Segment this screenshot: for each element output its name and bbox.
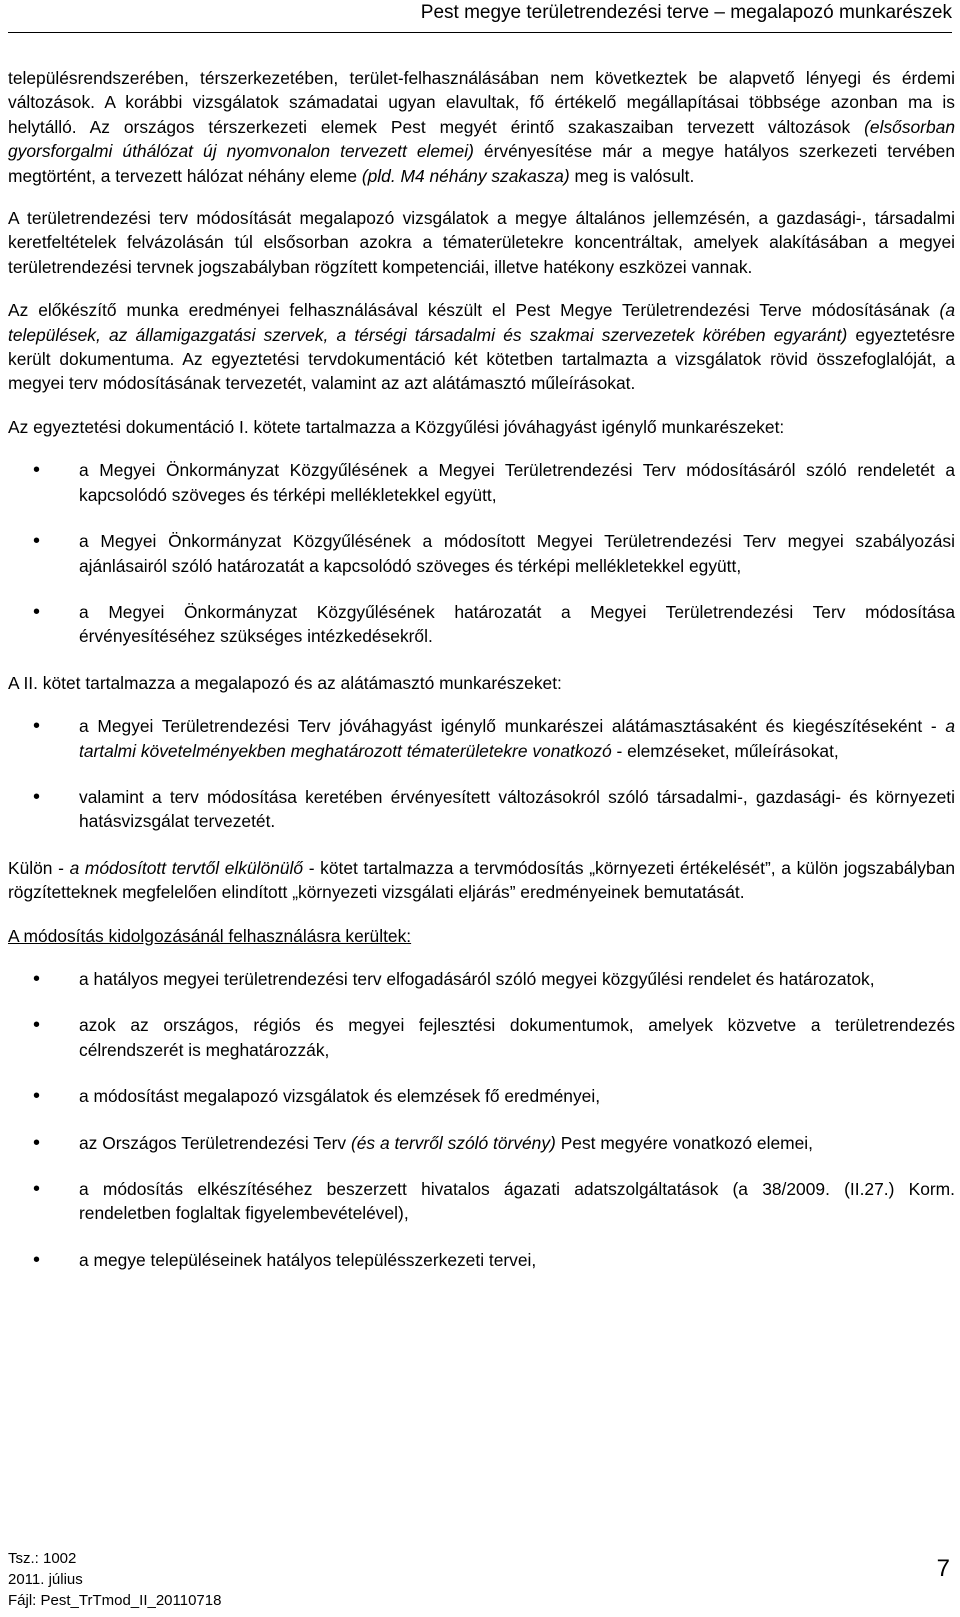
text-run: a Megyei Önkormányzat Közgyűlésének a Megyei Területrendezési Terv módosításáról szóló rendeletét a kapcsolódó szöveges és térképi mellékletekkel együtt, [79, 460, 955, 505]
bullet-icon: • [33, 600, 41, 623]
footer-meta [8, 1548, 221, 1611]
page-footer [0, 1548, 960, 1617]
text-run: Az előkészítő munka eredményei felhasználásával készült el Pest Megye Területrendezési Terve módosításának [8, 300, 940, 321]
list-item [8, 1013, 955, 1062]
list-item [8, 967, 955, 991]
text-run: a módosítás elkészítéséhez beszerzett hivatalos ágazati adatszolgáltatások (a 38/2009. (II.27.) Korm. rendeletben foglaltak figyelembevételével), [79, 1179, 955, 1224]
list-item [8, 600, 955, 649]
text-run: a Megyei Területrendezési Terv jóváhagyást igénylő munkarészei alátámasztásaként és kiegészítéseként - [79, 716, 946, 737]
text-run: a tartalmi követelményekben meghatározott tématerületekre vonatkozó [79, 716, 955, 761]
text-run: a Megyei Önkormányzat Közgyűlésének a módosított Megyei Területrendezési Terv megyei szabályozási ajánlásairól szóló határozatát a kapcsolódó szöveges és térképi mellékletekkel együtt, [79, 531, 955, 576]
bullet-icon: • [33, 715, 41, 738]
text-run: A módosítás kidolgozásánál felhasználásra kerültek: [8, 925, 412, 946]
bullet-icon: • [33, 1014, 41, 1037]
list-item [8, 1084, 955, 1108]
text-run: (elsősorban gyorsforgalmi úthálózat új nyomvonalon tervezett elemei) [8, 116, 955, 162]
paragraph-volume-two-intro [8, 671, 955, 695]
text-run: a módosított tervtől elkülönülő [69, 857, 304, 878]
volume-two-list [8, 714, 955, 834]
sources-list [8, 967, 955, 1272]
list-item [8, 458, 955, 507]
bullet-icon: • [33, 530, 41, 553]
bullet-icon: • [33, 785, 41, 808]
text-run: a módosítást megalapozó vizsgálatok és elemzések fő eredményei, [79, 1086, 601, 1107]
paragraph-sources-heading [8, 924, 955, 948]
page-number: 7 [936, 1555, 950, 1582]
footer-date: 2011. július [8, 1571, 83, 1588]
text-run: meg is valósult. [569, 165, 695, 186]
text-run: Pest megyére vonatkozó elemei, [555, 1132, 813, 1153]
text-run: Külön - [8, 857, 70, 878]
text-run: a hatályos megyei területrendezési terv elfogadásáról szóló megyei közgyűlési rendelet és határozatok, [79, 968, 875, 989]
text-run: településrendszerében, térszerkezetében, terület-felhasználásában nem következtek be alapvető lényegi és érdemi változások. A korábbi vizsgálatok számadatai ugyan elavultak, fő értékelő megállapításai többsége azonban ma is helytálló. Az országos térszerkezeti elemek Pest megyét érintő szakaszaiban tervezett változások [8, 68, 955, 137]
bullet-icon: • [33, 1248, 41, 1271]
list-item [8, 785, 955, 834]
paragraph-analysis-scope [8, 206, 955, 279]
text-run: a Megyei Önkormányzat Közgyűlésének határozatát a Megyei Területrendezési Terv módosítása érvényesítéséhez szükséges intézkedésekről. [79, 601, 955, 647]
footer-file: Fájl: Pest_TrTmod_II_20110718 [8, 1592, 222, 1609]
list-item [8, 1177, 955, 1226]
text-run: (a települések, az államigazgatási szervek, a térségi társadalmi és szakmai szervezetek körében egyaránt) [8, 300, 955, 345]
document-body [8, 66, 955, 1294]
paragraph-volume-one-intro [8, 415, 955, 439]
text-run: a megye településeinek hatályos településszerkezeti tervei, [79, 1249, 537, 1270]
bullet-icon: • [33, 1178, 41, 1200]
bullet-icon: • [33, 459, 41, 482]
list-item [8, 1248, 955, 1272]
footer-tsz: Tsz.: 1002 [8, 1550, 77, 1567]
list-item [8, 714, 955, 763]
text-run: az Országos Területrendezési Terv [79, 1132, 351, 1153]
bullet-icon: • [33, 967, 41, 990]
list-item [8, 529, 955, 578]
text-run: A II. kötet tartalmazza a megalapozó és az alátámasztó munkarészeket: [8, 672, 562, 693]
text-run: egyeztetésre került dokumentuma. Az egyeztetési tervdokumentáció két kötetben tartalmazta a vizsgálatok rövid összefoglalóját, a megyei terv módosításának tervezetét, valamint az azt alátámasztó műleírásokat. [8, 324, 955, 394]
volume-one-list [8, 458, 955, 648]
text-run: (és a tervről szóló törvény) [350, 1132, 556, 1153]
text-run: - kötet tartalmazza a tervmódosítás „környezeti értékelését”, a külön jogszabályban rögzítetteknek megfelelően elindított „környezeti vizsgálati eljárás” eredményeinek bemutatását. [8, 857, 956, 903]
text-run: A területrendezési terv módosítását megalapozó vizsgálatok a megye általános jellemzésén, a gazdasági-, társadalmi keretfeltételek felvázolásán túl elsősorban azokra a tématerületekre koncentráltak, amelyek alakításában a megyei területrendezési tervnek jogszabályban rögzített kompetenciái, illetve hatékony eszközei vannak. [8, 208, 955, 277]
text-run: azok az országos, régiós és megyei fejlesztési dokumentumok, amelyek közvetve a területrendezés célrendszerét is meghatározzák, [79, 1015, 955, 1060]
text-run: érvényesítése már a megye hatályos szerkezeti tervében megtörtént, a tervezett hálózat néhány eleme [8, 141, 955, 186]
paragraph-environmental-assessment [8, 856, 955, 905]
bullet-icon: • [33, 1085, 41, 1108]
text-run: (pld. M4 néhány szakasza) [361, 165, 570, 186]
list-item [8, 1131, 955, 1155]
header-title: Pest megye területrendezési terve – megalapozó munkarészek [420, 2, 952, 23]
text-run: - elemzéseket, műleírásokat, [611, 740, 839, 761]
paragraph-consultation-document [8, 298, 955, 396]
text-run: Az egyeztetési dokumentáció I. kötete tartalmazza a Közgyűlési jóváhagyást igénylő munkarészeket: [8, 416, 785, 437]
page-header [0, 0, 960, 32]
text-run: valamint a terv módosítása keretében érvényesített változásokról szóló társadalmi-, gazdasági- és környezeti hatásvizsgálat tervezetét. [79, 786, 955, 832]
paragraph-intro-continuation [8, 66, 955, 188]
bullet-icon: • [33, 1131, 41, 1154]
header-rule [8, 32, 952, 33]
